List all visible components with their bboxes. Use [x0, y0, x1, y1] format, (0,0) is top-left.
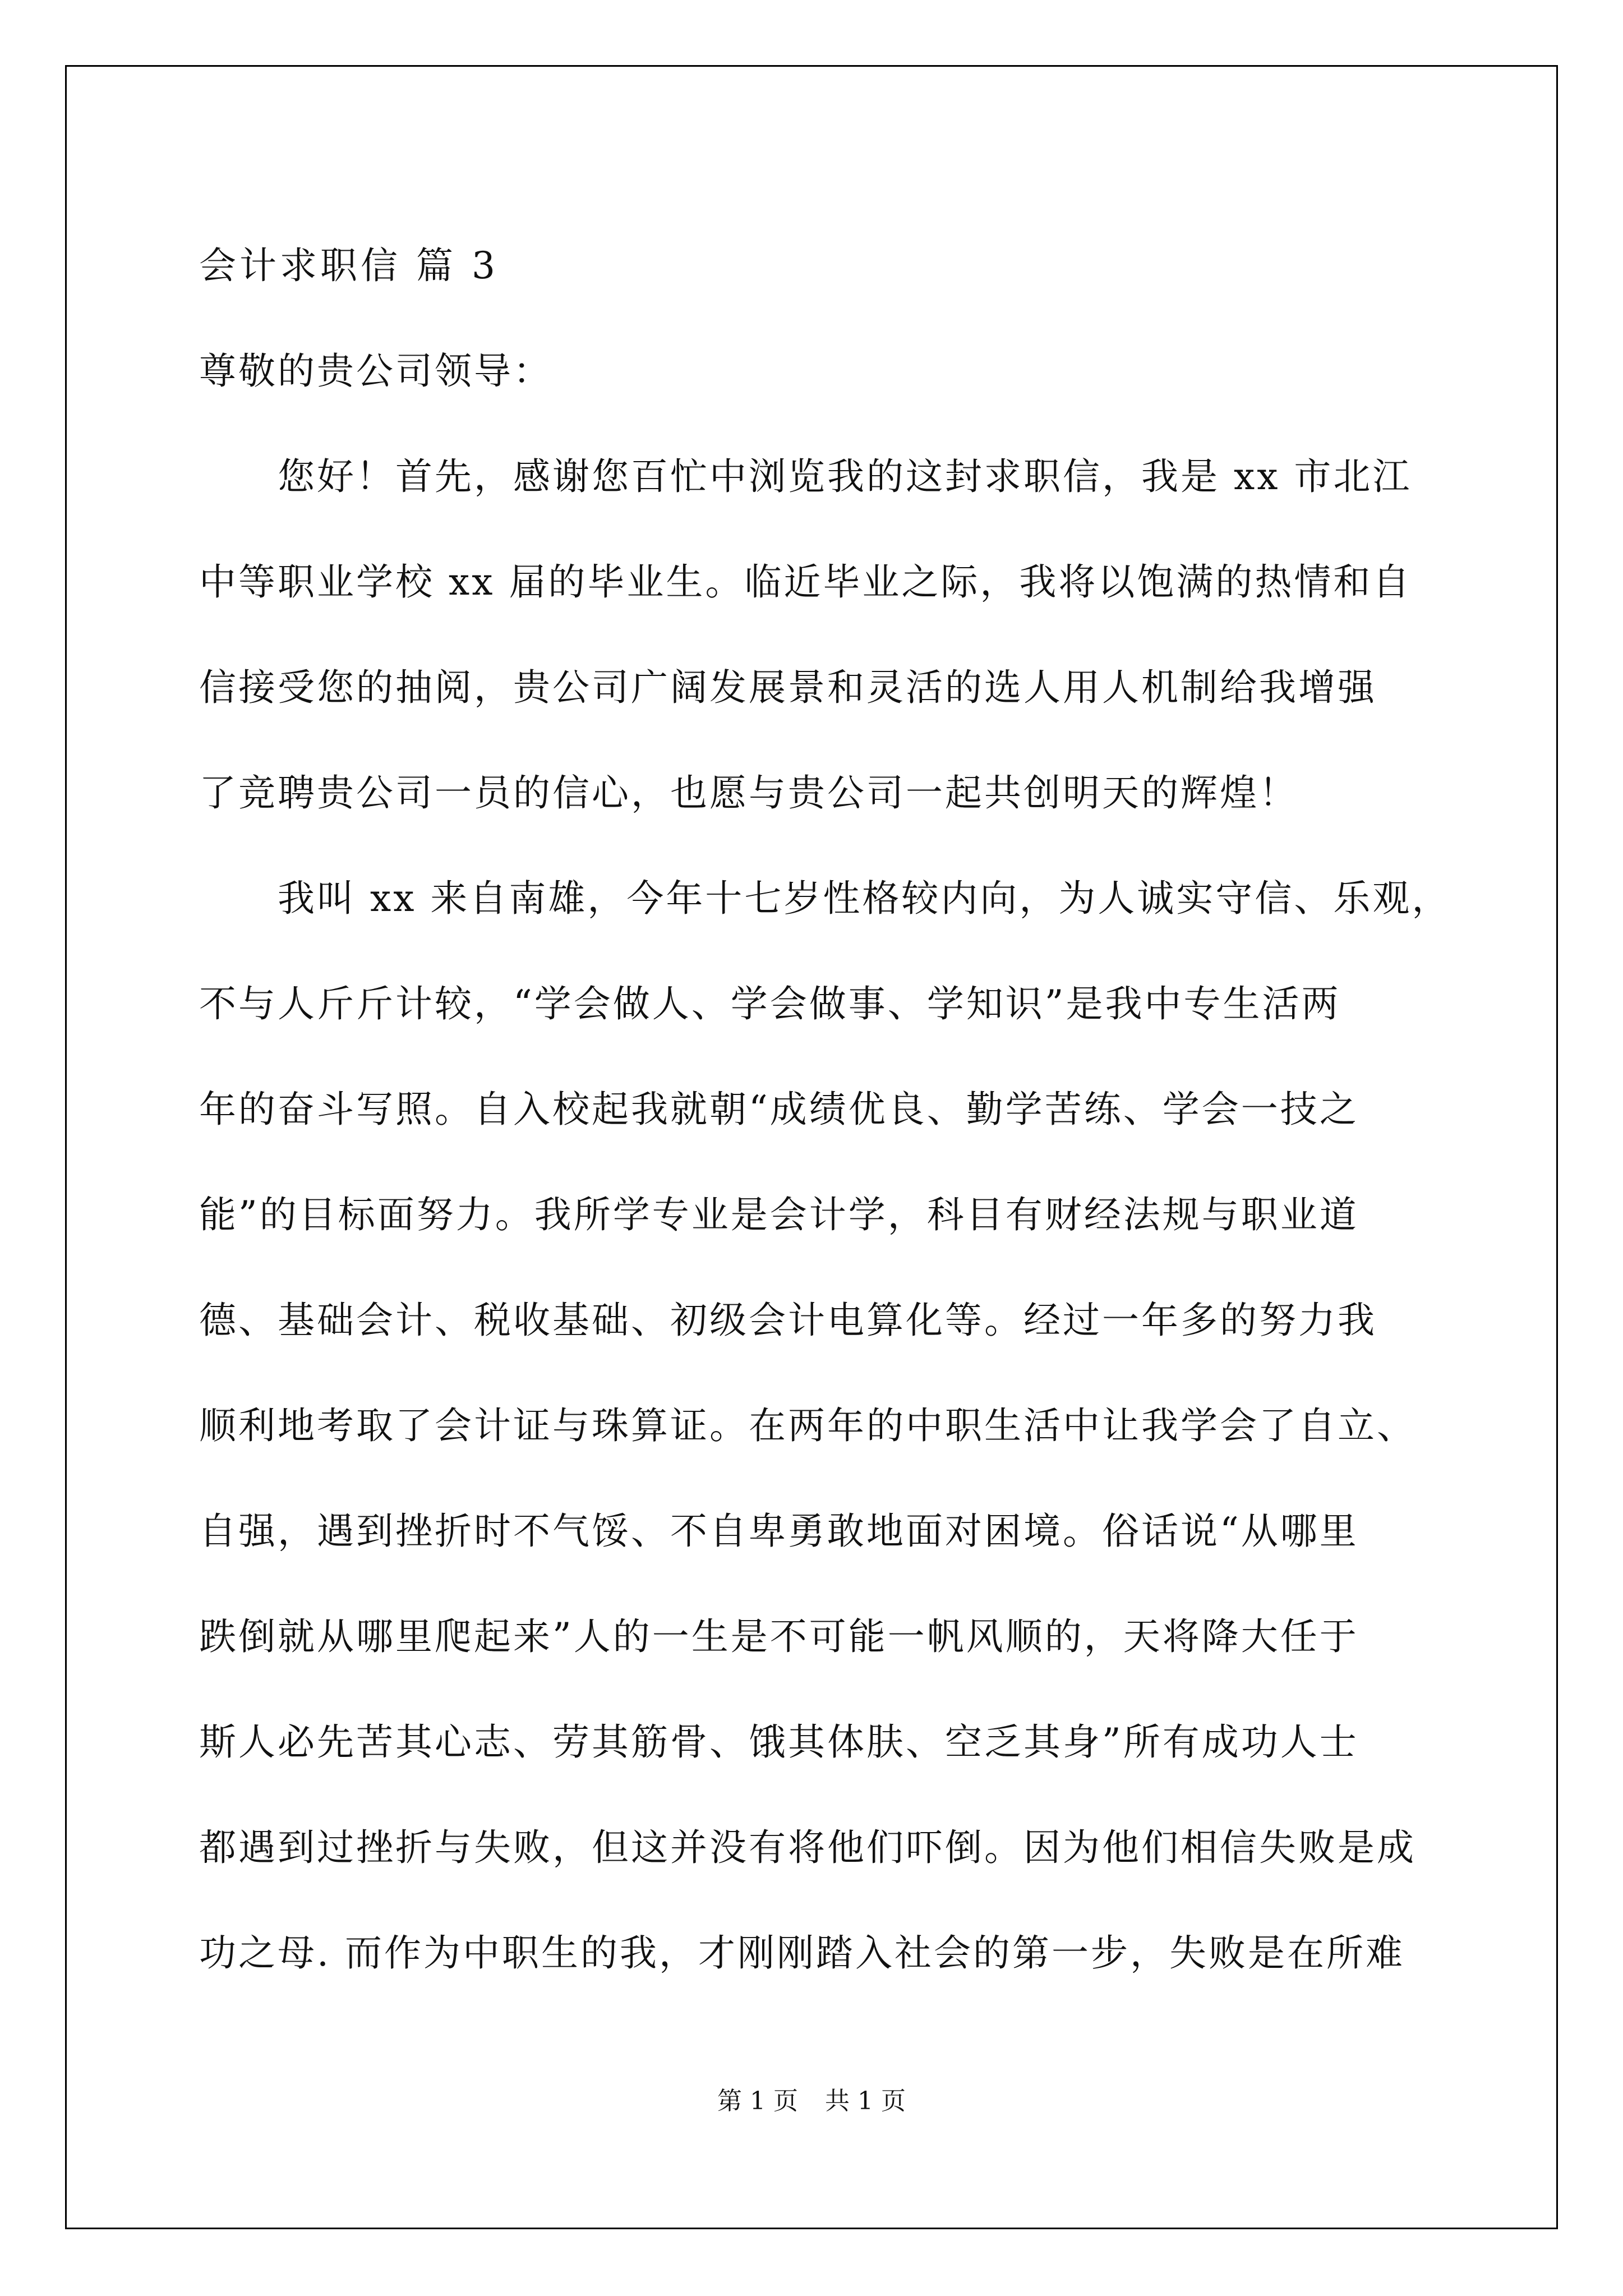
page-total: 共 1 页 — [825, 2087, 906, 2115]
paragraph-line: 跌倒就从哪里爬起来”人的一生是不可能一帆风顺的，天将降大任于 — [199, 1615, 1359, 1658]
paragraph-line: 年的奋斗写照。自入校起我就朝“成绩优良、勤学苦练、学会一技之 — [199, 1088, 1359, 1131]
paragraph-line: 了竞聘贵公司一员的信心，也愿与贵公司一起共创明天的辉煌！ — [199, 771, 1298, 815]
document-body — [199, 213, 1451, 2006]
paragraph-line: 能”的目标面努力。我所学专业是会计学，科目有财经法规与职业道 — [199, 1193, 1359, 1236]
paragraph-line: 斯人必先苦其心志、劳其筋骨、饿其体肤、空乏其身”所有成功人士 — [199, 1720, 1359, 1764]
paragraph-line: 您好！首先，感谢您百忙中浏览我的这封求职信，我是 xx 市北江 — [199, 455, 1412, 498]
paragraph-line: 自强，遇到挫折时不气馁、不自卑勇敢地面对困境。俗话说“从哪里 — [199, 1510, 1359, 1553]
paragraph-line: 中等职业学校 xx 届的毕业生。临近毕业之际，我将以饱满的热情和自 — [199, 560, 1412, 604]
paragraph-line: 我叫 xx 来自南雄，今年十七岁性格较内向，为人诚实守信、乐观， — [199, 877, 1451, 920]
paragraph-line: 功之母. 而作为中职生的我，才刚刚踏入社会的第一步，失败是在所难 — [199, 1931, 1405, 1975]
page-footer — [0, 2085, 1623, 2118]
document-title: 会计求职信 篇 3 — [199, 244, 499, 287]
paragraph-line: 不与人斤斤计较，“学会做人、学会做事、学知识”是我中专生活两 — [199, 982, 1341, 1025]
paragraph-line: 都遇到过挫折与失败，但这并没有将他们吓倒。因为他们相信失败是成 — [199, 1826, 1416, 1869]
salutation: 尊敬的贵公司领导： — [199, 349, 552, 393]
page-number: 第 1 页 — [717, 2087, 798, 2115]
paragraph-line: 顺利地考取了会计证与珠算证。在两年的中职生活中让我学会了自立、 — [199, 1404, 1416, 1447]
paragraph-line: 信接受您的抽阅，贵公司广阔发展景和灵活的选人用人机制给我增强 — [199, 666, 1377, 709]
paragraph-line: 德、基础会计、税收基础、初级会计电算化等。经过一年多的努力我 — [199, 1299, 1377, 1342]
